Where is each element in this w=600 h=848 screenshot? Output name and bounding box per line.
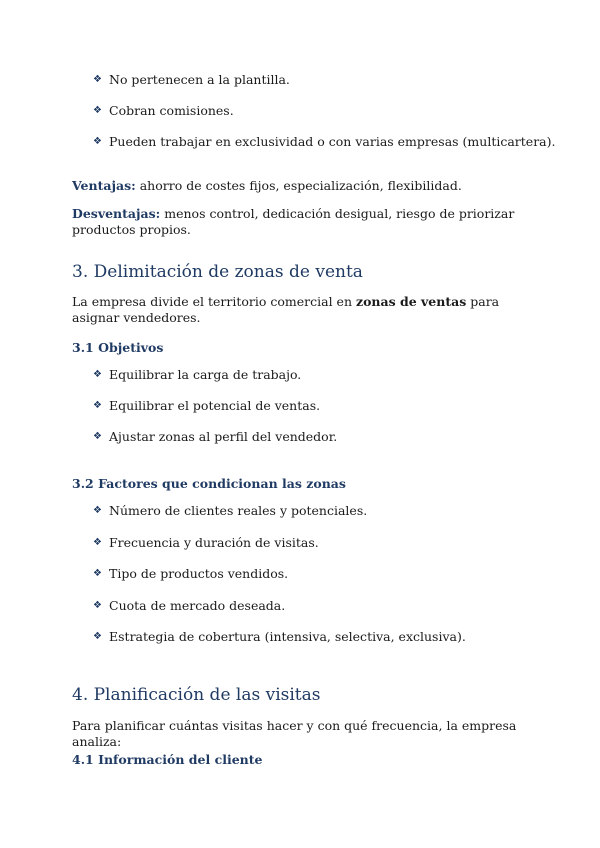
- diamond-bullet-icon: ❖: [93, 136, 102, 147]
- diamond-bullet-icon: ❖: [93, 537, 102, 548]
- list-item-text: Frecuencia y duración de visitas.: [109, 535, 319, 550]
- list-item: [93, 503, 367, 519]
- list-item: [93, 103, 234, 119]
- subsection-4-1-heading: 4.1 Información del cliente: [72, 752, 263, 767]
- intro-bold: zonas de ventas: [355, 294, 467, 309]
- list-item-text: No pertenecen a la plantilla.: [109, 72, 290, 87]
- intro-text-after: para asignar vendedores.: [72, 294, 500, 325]
- diamond-bullet-icon: ❖: [93, 431, 102, 442]
- diamond-bullet-icon: ❖: [93, 568, 102, 579]
- list-item-text: Equilibrar el potencial de ventas.: [109, 398, 321, 413]
- list-item: [93, 72, 290, 88]
- diamond-bullet-icon: ❖: [93, 105, 102, 116]
- list-item-text: Pueden trabajar en exclusividad o con varias empresas (multicartera).: [109, 134, 556, 149]
- list-item-text: Estrategia de cobertura (intensiva, selectiva, exclusiva).: [109, 629, 466, 644]
- diamond-bullet-icon: ❖: [93, 400, 102, 411]
- ventajas-text: ahorro de costes fijos, especialización, flexibilidad.: [135, 178, 462, 193]
- list-item: [93, 566, 288, 582]
- ventajas-label: Ventajas:: [72, 178, 136, 193]
- list-item-text: Equilibrar la carga de trabajo.: [109, 367, 302, 382]
- list-item-text: Tipo de productos vendidos.: [109, 566, 289, 581]
- list-item: [93, 398, 320, 414]
- diamond-bullet-icon: ❖: [93, 74, 102, 85]
- list-item: [93, 629, 466, 645]
- section-4-heading: 4. Planificación de las visitas: [72, 685, 321, 705]
- ventajas-paragraph: [72, 178, 532, 194]
- section-3-heading: 3. Delimitación de zonas de venta: [72, 262, 363, 282]
- diamond-bullet-icon: ❖: [93, 631, 102, 642]
- desventajas-text: menos control, dedicación desigual, riesgo de priorizar productos propios.: [72, 206, 515, 237]
- list-item-text: Número de clientes reales y potenciales.: [109, 503, 368, 518]
- list-item: [93, 429, 337, 445]
- list-item: [93, 134, 555, 150]
- subsection-3-2-heading: 3.2 Factores que condicionan las zonas: [72, 476, 346, 491]
- diamond-bullet-icon: ❖: [93, 505, 102, 516]
- list-item: [93, 598, 285, 614]
- list-item-text: Ajustar zonas al perfil del vendedor.: [109, 429, 338, 444]
- desventajas-label: Desventajas:: [72, 206, 161, 221]
- list-item-text: Cuota de mercado deseada.: [109, 598, 286, 613]
- diamond-bullet-icon: ❖: [93, 369, 102, 380]
- list-item: [93, 367, 301, 383]
- list-item: [93, 535, 319, 551]
- subsection-3-1-heading: 3.1 Objetivos: [72, 340, 164, 355]
- section-4-intro: Para planificar cuántas visitas hacer y con qué frecuencia, la empresa analiza:: [72, 718, 517, 749]
- diamond-bullet-icon: ❖: [93, 600, 102, 611]
- list-item-text: Cobran comisiones.: [109, 103, 234, 118]
- intro-text: La empresa divide el territorio comercial en: [72, 294, 356, 309]
- desventajas-paragraph: [72, 206, 532, 238]
- section-3-intro: [72, 294, 532, 326]
